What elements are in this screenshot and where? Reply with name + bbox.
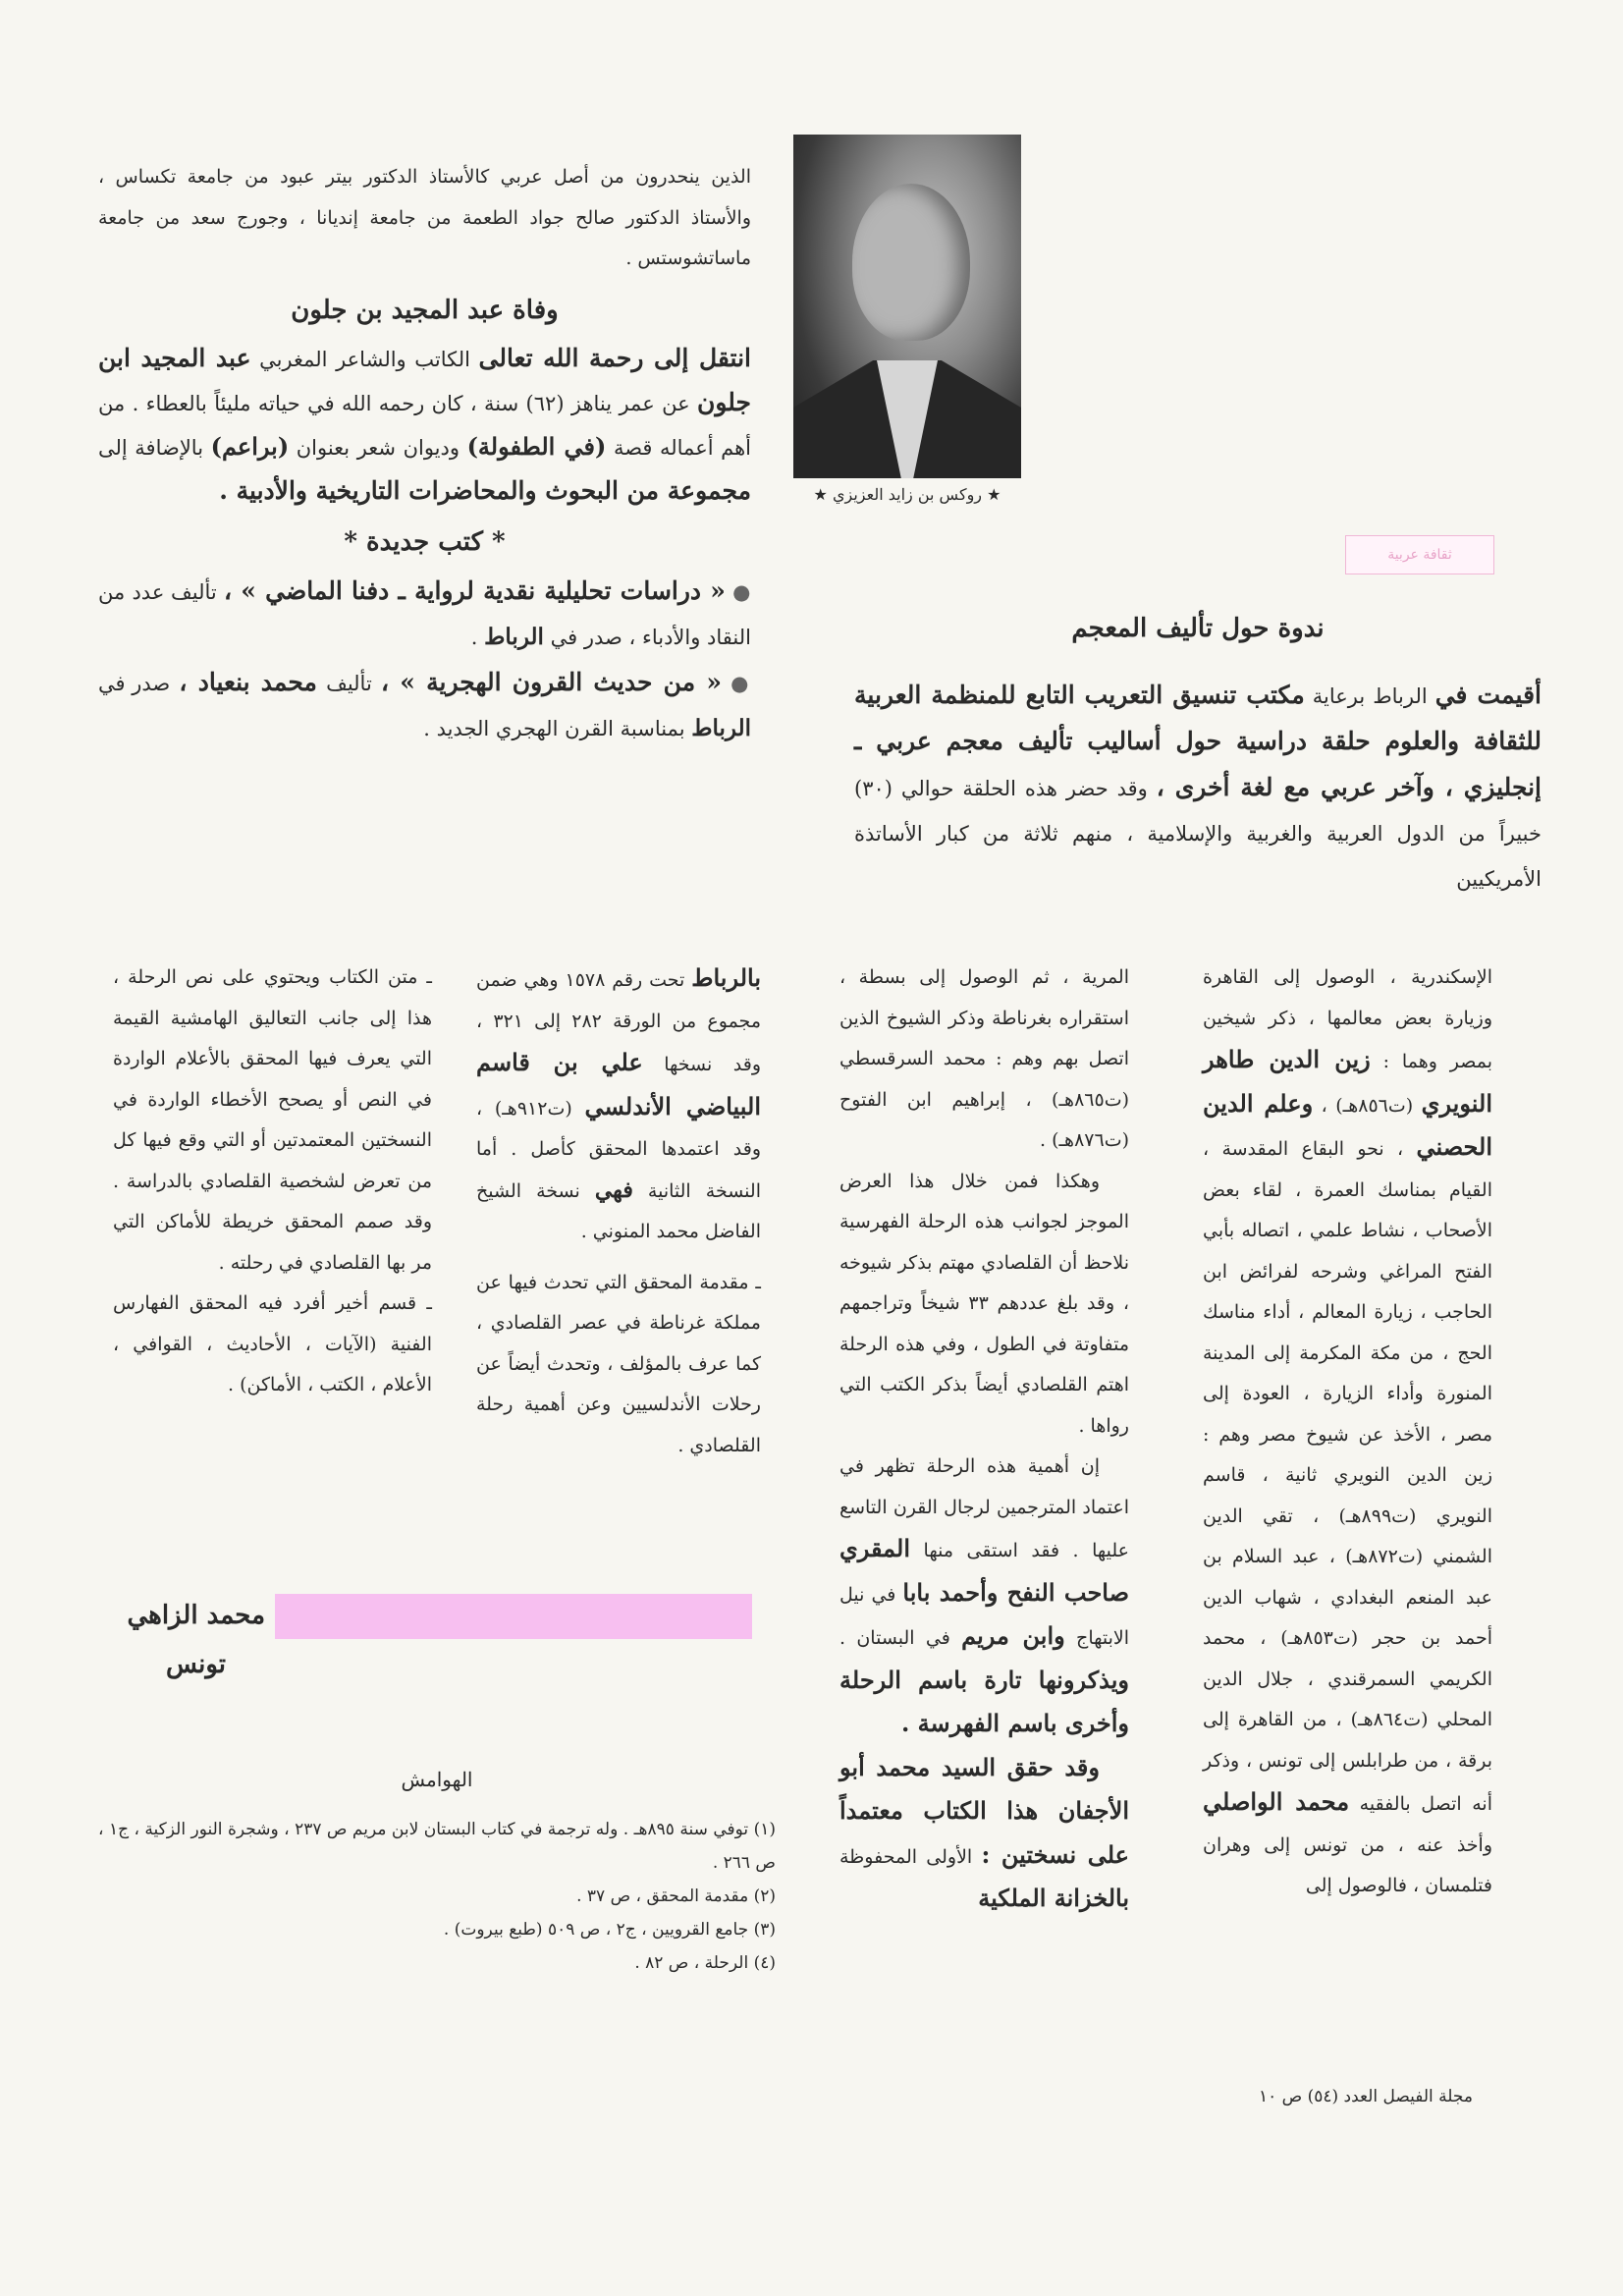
obit-story: (في الطفولة) [466,431,607,461]
col1-t3: ، نحو البقاع المقدسة ، القيام بمناسك العمرة ، لقاء بعض الأصحاب ، نشاط علمي ، اتصاله بأبي الفتح المراغي وشرحه لفرائض ابن الحاجب ، زيارة المعالم ، أداء مناسك الحج ، من مكة المكرمة إلى المدينة المنورة وأداء الزيارة ، العودة إلى مصر ، الأخذ عن شيوخ مصر وهم : زين الدين النويري ثانية ، قاسم النويري (ت٨٩٩هـ) ، تقي الدين الشمني (ت٨٧٢هـ) ، عبد السلام بن عبد المنعم البغدادي ، شهاب الدين أحمد بن حجر (ت٨٥٣هـ) ، محمد الكريمي السمرقندي ، جلال الدين المحلي (ت٨٦٤هـ) ، من القاهرة إلى برقة ، من طرابلس إلى تونس ، وذكر أنه اتصل بالفقيه [1203,1138,1493,1815]
col3-b2: علي بن قاسم البياضي الأندلسي [476,1048,762,1121]
col1-t1: الإسكندرية ، الوصول إلى القاهرة وزيارة بعض معالمها ، ذكر شيخين بمصر وهما : [1203,966,1492,1072]
top-left-block [98,157,751,751]
conf-text-1: الرباط برعاية [1304,684,1435,708]
col2-p2: وهكذا فمن خلال هذا العرض الموجز لجوانب هذه الرحلة الفهرسية نلاحظ أن القلصادي مهتم بذكر شيوخه ، وقد بلغ عددهم ٣٣ شيخاً وتراجمهم متفاوتة في الطول ، وفي هذه الرحلة اهتم القلصادي أيضاً بذكر الكتب التي رواها . [839,1170,1129,1437]
footnotes [98,1768,776,1980]
obit-text-3: وديوان شعر بعنوان [289,435,467,460]
column-4 [113,957,432,1406]
conference-heading-text: ندوة حول تأليف المعجم [1071,614,1325,643]
book-2 [98,660,751,751]
conference-heading [854,614,1542,643]
conference-block [854,673,1542,902]
bullet-icon: ● [730,671,751,695]
col3-t2: (ت٩١٢هـ) ، وقد اعتمدها المحقق كأصل . أما النسخة الثانية [476,1097,761,1202]
book-2-text-3: بمناسبة القرن الهجري الجديد . [423,716,692,740]
book-2-author: محمد بنعياد ، [179,667,317,696]
col3-b1: بالرباط [691,963,761,992]
obit-text-1: الكاتب والشاعر المغربي [250,347,479,371]
new-books-heading: * كتب جديدة * [344,526,506,557]
col2-b2: وابن مريم [961,1621,1065,1650]
book-1-title: « دراسات تحليلية نقدية لرواية ـ دفنا الماضي » ، [223,575,726,605]
conf-text-2: وقد حضر هذه الحلقة حوالي (٣٠) خبيراً من الدول العربية والغربية والإسلامية ، منهم ثلاثة من كبار الأساتذة الأمريكيين [854,777,1542,891]
section-stamp: ثقافة عربية [1345,535,1494,574]
obit-name: عبد المجيد ابن جلون [98,343,751,416]
col3-t1: تحت رقم ١٥٧٨ وهي ضمن مجموع من الورقة ٢٨٢ إلى ٣٢١ ، وقد نسخها [476,969,762,1075]
book-2-title: « من حديث القرون الهجرية » ، [381,667,722,696]
footnotes-heading: الهوامش [401,1768,473,1791]
book-2-text-1: تأليف [316,671,381,695]
intro-paragraph: الذين ينحدرون من أصل عربي كالأستاذ الدكتور بيتر عبود من جامعة تكساس ، والأستاذ الدكتور صالح جواد الطعمة من جامعة إنديانا ، وجورج سعد من جامعة ماساتشوستس . [98,166,751,269]
book-2-text-2: صدر في [98,671,171,695]
col2-t5: في البستان . [839,1627,962,1649]
photo-caption: ★ روكس بن زايد العزيزي ★ [813,485,1001,504]
col1-b1: زين الدين طاهر النويري [1203,1045,1492,1118]
bullet-icon: ● [732,579,751,604]
obit-text-2: عن عمر يناهز (٦٢) سنة ، كان رحمه الله في حياته مليئاً بالعطاء . من أهم أعماله قصة [98,391,752,460]
conference-paragraph [854,673,1542,902]
obit-diwan: (براعم) [210,431,290,461]
col2-p4 [839,1747,1129,1922]
col1-t2: (ت٨٥٦هـ) ، [1313,1094,1422,1117]
signature [108,1591,265,1689]
col2-p3 [839,1447,1129,1747]
obit-text-4: بالإضافة إلى [98,435,211,460]
photo-face [852,184,970,341]
highlight-bar [275,1594,752,1639]
signature-name: محمد الزاهي [127,1601,265,1630]
book-2-place: الرباط [691,714,751,741]
col3-p1 [476,957,761,1253]
col2-b3: ويذكرونها تارة باسم الرحلة وأخرى باسم الفهرسة . [839,1665,1129,1737]
col3-p2: ـ مقدمة المحقق التي تحدث فيها عن مملكة غرناطة في عصر القلصادي ، كما عرف بالمؤلف ، وتحدث أيضاً عن رحلات الأندلسيين وعن أهمية رحلة القلصادي . [476,1271,761,1456]
portrait-photo [793,135,1021,478]
signature-place: تونس [165,1650,226,1679]
col3-t3: نسخة الشيخ الفاضل محمد المنوني . [476,1179,761,1242]
col1-t4: وأخذ عنه ، من تونس إلى وهران فتلمسان ، فالوصول إلى [1203,1833,1492,1896]
col4-p1: ـ متن الكتاب ويحتوي على نص الرحلة ، هذا إلى جانب التعاليق الهامشية القيمة التي يعرف فيها المحقق بالأعلام الواردة في النص أو يصحح الأخطاء الواردة في النسختين المعتمدتين أو التي وقع فيها كل من تعرض لشخصية القلصادي بالدراسة . وقد صمم المحقق خريطة للأماكن التي مر بها القلصادي في رحلته . [113,966,432,1274]
col2-b5: بالخزانة الملكية [978,1884,1129,1912]
col1-b3: محمد الواصلي [1203,1787,1350,1816]
page-footer: مجلة الفيصل العدد (٥٤) ص ١٠ [1258,2087,1473,2106]
obituary-heading: وفاة عبد المجيد بن جلون [291,295,559,325]
col2-t3: إن أهمية هذه الرحلة تظهر في اعتماد المترجمين لرجال القرن التاسع عليها . فقد استقى منها [839,1455,1129,1561]
book-1: ● « دراسات تحليلية نقدية لرواية ـ دفنا الماضي » ، تأليف عدد من النقاد والأدباء ، صدر في الرباط . [98,575,751,650]
footnote-item: (٣) جامع القرويين ، ج٢ ، ص ٥٠٩ (طبع بيروت) . [443,1920,776,1940]
obituary-paragraph [98,337,751,514]
col2-t4: في نيل الابتهاج [839,1583,1129,1649]
col2-b1: المقري صاحب النفح وأحمد بابا [839,1534,1129,1607]
conf-bold: مكتب تنسيق التعريب التابع للمنظمة العربية للثقافة والعلوم حلقة دراسية حول أساليب تأليف معجم عربي ـ إنجليزي ، وآخر عربي مع لغة أخرى ، [854,681,1542,801]
book-1-place: الرباط [484,623,544,650]
obit-lead: انتقل إلى رحمة الله تعالى [478,343,751,372]
col2-b4: وقد حقق السيد محمد أبو الأجفان هذا الكتاب معتمداً على نسختين : [839,1752,1129,1869]
obit-collection: مجموعة من البحوث والمحاضرات التاريخية والأدبية . [219,475,751,505]
col1-b2: وعلم الدين الحصني [1203,1088,1492,1161]
col2-p1: المرية ، ثم الوصول إلى بسطة ، استقراره بغرناطة وذكر الشيوخ الذين اتصل بهم وهم : محمد السرقسطي (ت٨٦٥هـ) ، إبراهيم ابن الفتوح (ت٨٧٦هـ) . [839,966,1129,1151]
col3-b3: فهي [594,1176,633,1203]
col2-t6: الأولى المحفوظة [839,1845,982,1868]
column-3 [476,957,761,1466]
footnote-item: (١) توفي سنة ٨٩٥هـ . وله ترجمة في كتاب البستان لابن مريم ص ٢٣٧ ، وشجرة النور الزكية ، ج١ ، ص ٢٦٦ . [98,1820,776,1873]
col4-p2: ـ قسم أخير أفرد فيه المحقق الفهارس الفنية (الآيات ، الأحاديث ، القوافي ، الأعلام ، الكتب ، الأماكن) . [113,1292,432,1395]
footnote-item: (٢) مقدمة المحقق ، ص ٣٧ . [576,1886,776,1906]
footnote-item: (٤) الرحلة ، ص ٨٢ . [634,1953,776,1973]
book-1-text: تأليف عدد من النقاد والأدباء ، صدر في [98,579,751,649]
column-2 [839,957,1129,1922]
column-1 [1203,957,1492,1907]
conf-lead: أقيمت في [1434,681,1542,709]
